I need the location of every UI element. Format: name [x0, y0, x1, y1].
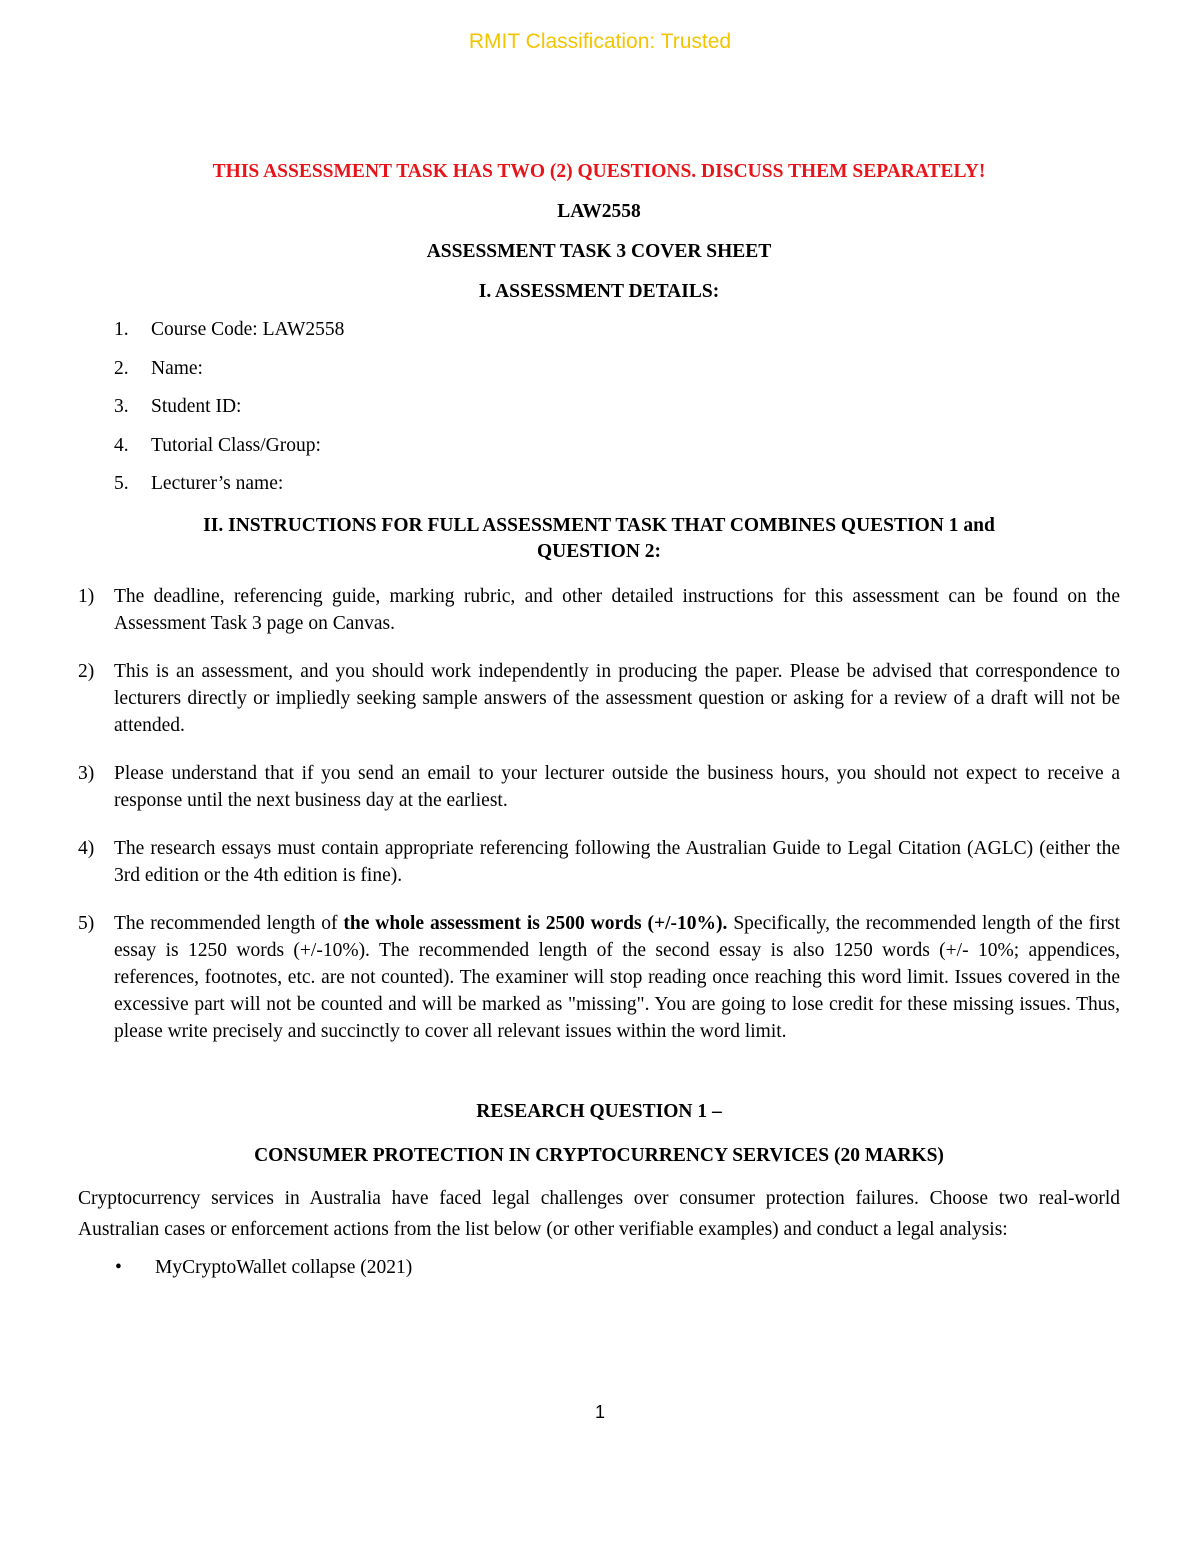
list-item	[78, 658, 1120, 739]
list-item-number: 2)	[78, 661, 95, 682]
list-item-text: Lecturer’s name:	[151, 473, 284, 494]
list-item	[78, 760, 1120, 814]
instructions-list	[78, 583, 1120, 1045]
list-item	[78, 835, 1120, 889]
list-item-number: 4)	[78, 838, 95, 859]
list-item-text: MyCryptoWallet collapse (2021)	[155, 1257, 413, 1278]
document-page	[78, 160, 1120, 1281]
research-question-intro: Cryptocurrency services in Australia have faced legal challenges over consumer protection failures. Choose two real-world Australian cases or enforcement actions from the list below (or other verifiable examples) and conduct a legal analysis:	[78, 1188, 1120, 1240]
list-item-number: 5)	[78, 913, 95, 934]
research-question-title: RESEARCH QUESTION 1 –	[476, 1101, 722, 1122]
list-item	[78, 317, 1120, 343]
list-item-text: The research essays must contain appropriate referencing following the Australian Guide to Legal Citation (AGLC) (either the 3rd edition or the 4th edition is fine).	[114, 838, 1120, 886]
list-item-text: Name:	[151, 357, 203, 379]
list-item-number: 5.	[114, 473, 129, 494]
list-item-text: Student ID:	[151, 396, 242, 417]
warning-heading: THIS ASSESSMENT TASK HAS TWO (2) QUESTIONS. DISCUSS THEM SEPARATELY!	[212, 161, 986, 182]
case-bullet-list	[78, 1255, 1120, 1281]
list-item-text: Please understand that if you send an email to your lecturer outside the business hours, you should not expect to receive a response until the next business day at the earliest.	[114, 763, 1120, 811]
instructions-heading-line1: II. INSTRUCTIONS FOR FULL ASSESSMENT TASK THAT COMBINES QUESTION 1 and	[203, 515, 995, 536]
list-item	[78, 394, 1120, 420]
page-number: 1	[594, 1402, 605, 1422]
list-item-number: 1.	[114, 319, 129, 340]
assessment-details-list	[78, 317, 1120, 497]
list-item-text: The deadline, referencing guide, marking rubric, and other detailed instructions for this assessment can be found on the Assessment Task 3 page on Canvas.	[114, 586, 1120, 634]
cover-sheet-title: ASSESSMENT TASK 3 COVER SHEET	[426, 241, 772, 262]
list-item-text: Course Code: LAW2558	[151, 319, 345, 340]
research-question-subtitle: CONSUMER PROTECTION IN CRYPTOCURRENCY SERVICES (20 MARKS)	[254, 1145, 944, 1166]
instructions-heading	[78, 513, 1120, 565]
assessment-details-heading: I. ASSESSMENT DETAILS:	[478, 281, 720, 302]
instructions-heading-line2: QUESTION 2:	[536, 541, 662, 562]
list-item	[78, 471, 1120, 497]
list-item-text: This is an assessment, and you should work independently in producing the paper. Please be advised that correspondence to lecturers directly or impliedly seeking sample answers of the assessment question or asking for a review of a draft will not be attended.	[114, 661, 1120, 736]
length-text-bold: the whole assessment is 2500 words (+/-10%).	[343, 913, 728, 934]
list-item-text	[114, 910, 1120, 1045]
course-code-heading: LAW2558	[557, 201, 641, 222]
list-item	[78, 356, 1120, 382]
bullet-icon: •	[115, 1257, 122, 1278]
list-item	[78, 910, 1120, 1045]
classification-label: RMIT Classification: Trusted	[468, 30, 732, 53]
list-item	[78, 583, 1120, 637]
list-item-text: Tutorial Class/Group:	[151, 434, 321, 456]
length-text-post: Specifically, the recommended length of the first essay is 1250 words (+/-10%). The recommended length of the second essay is also 1250 words (+/- 10%; appendices, references, footnotes, etc. are not counted). The examiner will stop reading once reaching this word limit. Issues covered in the excessive part will not be counted and will be marked as "missing". You are going to lose credit for these missing issues. Thus, please write precisely and succinctly to cover all relevant issues within the word limit.	[114, 913, 1120, 1042]
list-item	[78, 1255, 1120, 1281]
list-item-number: 3)	[78, 763, 95, 784]
list-item-number: 3.	[114, 396, 129, 417]
list-item	[78, 433, 1120, 459]
length-text-pre: The recommended length of	[114, 913, 344, 934]
list-item-number: 2.	[114, 357, 129, 379]
list-item-number: 1)	[78, 586, 95, 607]
spacer	[78, 1045, 1120, 1099]
list-item-number: 4.	[114, 434, 129, 456]
